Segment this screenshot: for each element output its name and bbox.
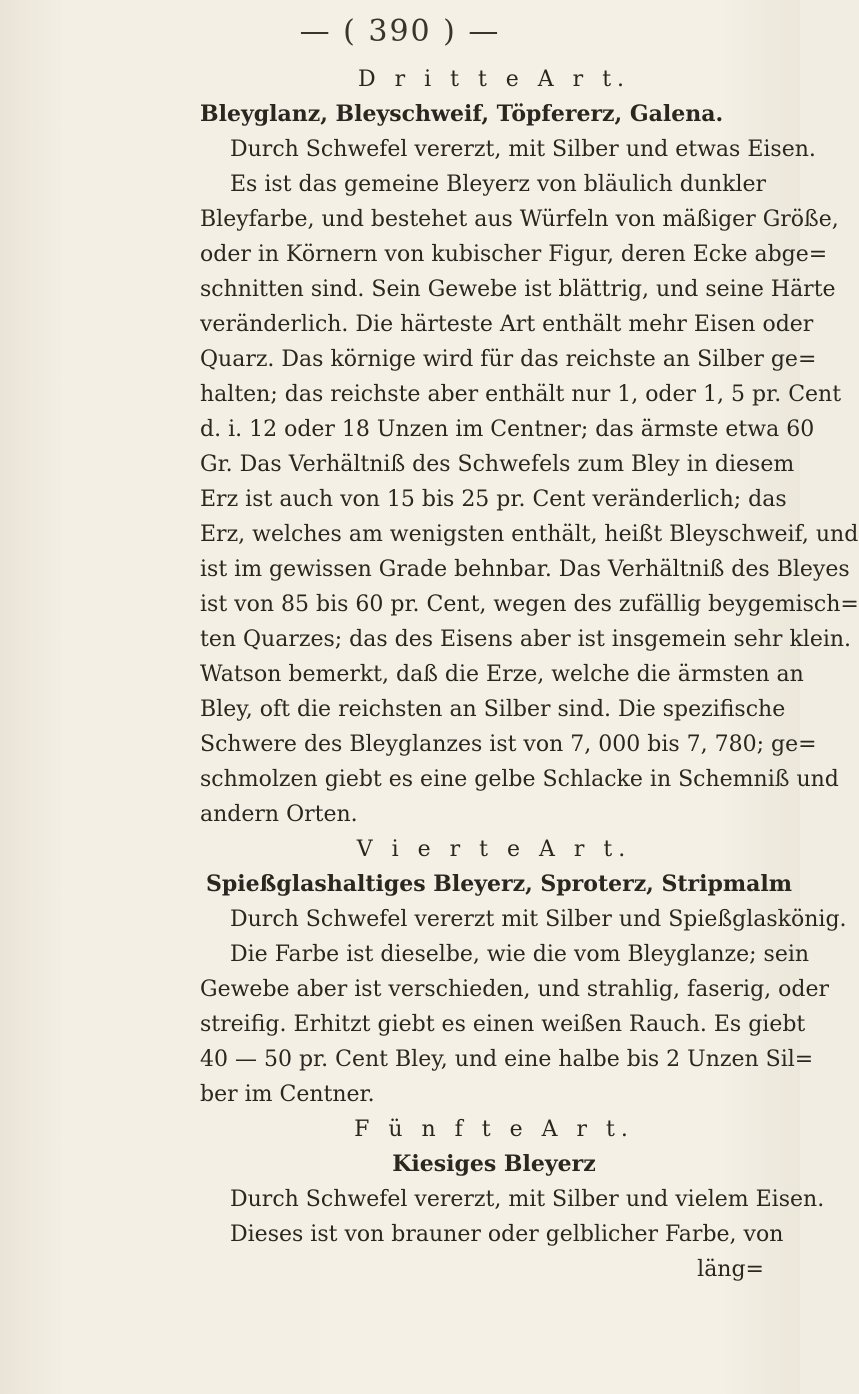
- text-line: Bley, oft die reichsten an Silber sind. Die spezifische: [200, 697, 786, 722]
- text-line: andern Orten.: [200, 802, 358, 827]
- section-heading: F ü n f t e A r t.: [354, 1117, 634, 1142]
- text-line: ber im Centner.: [200, 1082, 375, 1107]
- text-line: Es ist das gemeine Bleyerz von bläulich dunkler: [230, 172, 767, 197]
- text-line: schmolzen giebt es eine gelbe Schlacke in Schemniß und: [200, 767, 839, 792]
- text-line: Schwere des Bleyglanzes ist von 7, 000 bis 7, 780; ge=: [200, 732, 817, 757]
- catchword: läng=: [697, 1257, 764, 1282]
- text-line: schnitten sind. Sein Gewebe ist blättrig, und seine Härte: [200, 277, 836, 302]
- text-line: Watson bemerkt, daß die Erze, welche die ärmsten an: [200, 662, 804, 687]
- text-line: Quarz. Das körnige wird für das reichste an Silber ge=: [200, 347, 817, 372]
- text-line: Gr. Das Verhältniß des Schwefels zum Bley in diesem: [200, 452, 795, 477]
- text-line: Durch Schwefel vererzt, mit Silber und vielem Eisen.: [230, 1187, 825, 1212]
- text-line: streifig. Erhitzt giebt es einen weißen Rauch. Es giebt: [200, 1012, 806, 1037]
- text-line: Die Farbe ist dieselbe, wie die vom Bleyglanze; sein: [230, 942, 810, 967]
- text-line: Durch Schwefel vererzt, mit Silber und etwas Eisen.: [230, 137, 816, 162]
- mineral-name: Bleyglanz, Bleyschweif, Töpfererz, Galena.: [200, 101, 724, 127]
- text-line: Durch Schwefel vererzt mit Silber und Spießglaskönig.: [230, 907, 847, 932]
- text-line: Bleyfarbe, und bestehet aus Würfeln von mäßiger Größe,: [200, 207, 839, 232]
- text-line: 40 — 50 pr. Cent Bley, und eine halbe bis 2 Unzen Sil=: [200, 1047, 814, 1072]
- page-body-text: [200, 62, 859, 1287]
- text-line: oder in Körnern von kubischer Figur, deren Ecke abge=: [200, 242, 828, 267]
- mineral-name: Kiesiges Bleyerz: [392, 1151, 596, 1177]
- text-line: ist von 85 bis 60 pr. Cent, wegen des zufällig beygemisch=: [200, 592, 859, 617]
- text-line: halten; das reichste aber enthält nur 1, oder 1, 5 pr. Cent: [200, 382, 842, 407]
- page-number: — ( 390 ) —: [299, 14, 501, 49]
- text-line: d. i. 12 oder 18 Unzen im Centner; das ärmste etwa 60: [200, 417, 815, 442]
- mineral-name: Spießglashaltiges Bleyerz, Sproterz, Stripmalm: [206, 871, 793, 897]
- text-line: Gewebe aber ist verschieden, und strahlig, faserig, oder: [200, 977, 830, 1002]
- text-line: ten Quarzes; das des Eisens aber ist insgemein sehr klein.: [200, 627, 852, 652]
- text-line: veränderlich. Die härteste Art enthält mehr Eisen oder: [200, 312, 814, 337]
- text-line: Erz ist auch von 15 bis 25 pr. Cent veränderlich; das: [200, 487, 787, 512]
- text-line: Dieses ist von brauner oder gelblicher Farbe, von: [230, 1222, 784, 1247]
- section-heading: V i e r t e A r t.: [356, 837, 632, 862]
- text-line: ist im gewissen Grade behnbar. Das Verhältniß des Bleyes: [200, 557, 850, 582]
- text-line: Erz, welches am wenigsten enthält, heißt Bleyschweif, und: [200, 522, 859, 547]
- section-heading: D r i t t e A r t.: [357, 67, 631, 92]
